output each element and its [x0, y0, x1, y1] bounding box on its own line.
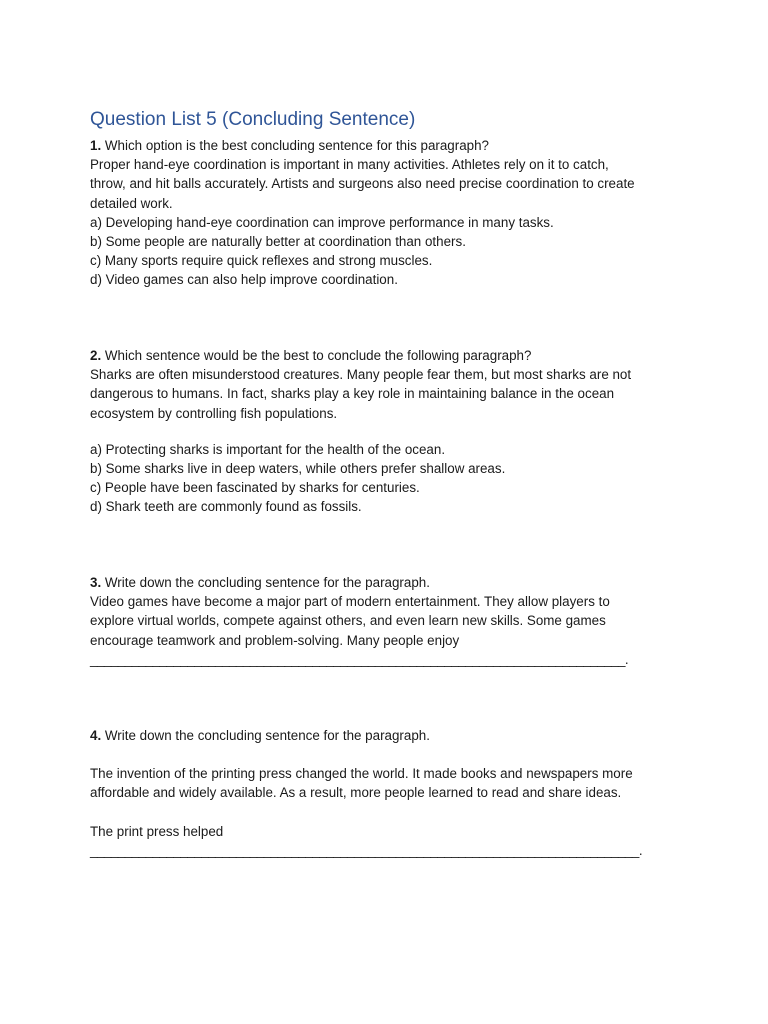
option-c: c) People have been fascinated by sharks for centuries.: [90, 480, 420, 496]
worksheet: [90, 108, 750, 858]
question-number: 4.: [90, 728, 102, 743]
paragraph-line: dangerous to humans. In fact, sharks play a key role in maintaining balance in the ocean: [90, 386, 615, 402]
question-number: 3.: [90, 575, 102, 590]
paragraph-line: Sharks are often misunderstood creatures. Many people fear them, but most sharks are not: [90, 367, 632, 383]
paragraph-line: throw, and hit balls accurately. Artists and surgeons also need precise coordination to create: [90, 176, 635, 192]
option-c: c) Many sports require quick reflexes and strong muscles.: [90, 253, 433, 269]
option-b: b) Some sharks live in deep waters, while others prefer shallow areas.: [90, 461, 506, 477]
option-b: b) Some people are naturally better at coordination than others.: [90, 234, 466, 250]
prompt-text: Write down the concluding sentence for the paragraph.: [104, 575, 430, 590]
page-title: Question List 5 (Concluding Sentence): [90, 109, 416, 130]
question-prompt: [90, 136, 750, 155]
answer-blank[interactable]: _______________________________________________________________________________.: [90, 842, 643, 858]
paragraph-line: detailed work.: [90, 195, 173, 211]
paragraph-line: Video games have become a major part of modern entertainment. They allow players to: [90, 594, 610, 610]
prompt-text: Which option is the best concluding sentence for this paragraph?: [104, 138, 490, 153]
paragraph-line: The invention of the printing press changed the world. It made books and newspapers more: [90, 766, 633, 782]
prompt-text: Which sentence would be the best to conclude the following paragraph?: [104, 348, 532, 363]
question-3: [90, 573, 628, 669]
prompt-text: Write down the concluding sentence for the paragraph.: [104, 728, 430, 743]
paragraph-line: ecosystem by controlling fish populations.: [90, 405, 338, 421]
paragraph-line: affordable and widely available. As a result, more people learned to read and share ideas.: [90, 785, 622, 801]
paragraph-line: Proper hand-eye coordination is important in many activities. Athletes rely on it to catch,: [90, 157, 609, 173]
question-prompt: [90, 573, 628, 592]
spacer: [90, 803, 642, 822]
question-1: [90, 136, 750, 290]
question-number: 2.: [90, 348, 102, 363]
option-d: d) Shark teeth are commonly found as fossils.: [90, 499, 362, 515]
question-number: 1.: [90, 138, 102, 153]
paragraph-line: encourage teamwork and problem-solving. Many people enjoy: [90, 632, 460, 648]
question-2: [90, 346, 631, 517]
question-4: [90, 726, 642, 860]
option-d: d) Video games can also help improve coordination.: [90, 272, 398, 288]
question-prompt: [90, 726, 642, 745]
option-a: a) Developing hand-eye coordination can improve performance in many tasks.: [90, 214, 554, 230]
answer-blank[interactable]: _____________________________________________________________________________.: [90, 651, 629, 667]
spacer: [90, 745, 642, 764]
question-prompt: [90, 346, 631, 365]
option-a: a) Protecting sharks is important for the health of the ocean.: [90, 441, 446, 457]
paragraph-line: explore virtual worlds, compete against others, and even learn new skills. Some games: [90, 613, 606, 629]
sentence-starter: The print press helped: [90, 823, 224, 839]
